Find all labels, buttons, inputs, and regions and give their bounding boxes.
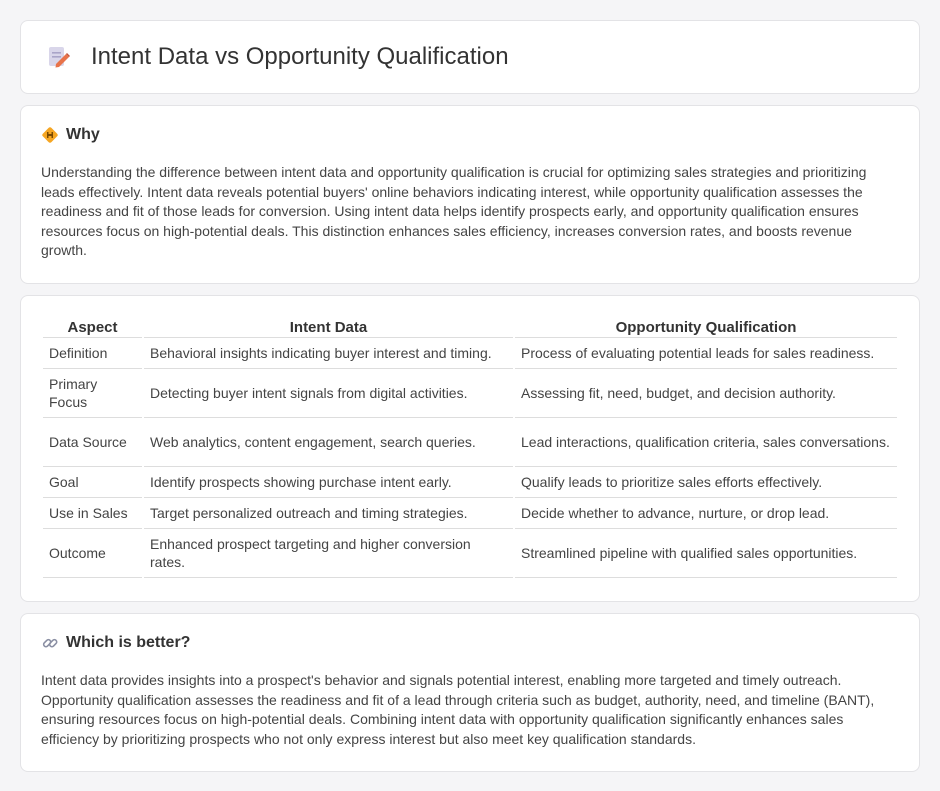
table-header-row	[43, 316, 897, 338]
diamond-sign-icon	[41, 126, 59, 144]
cell-opportunity: Decide whether to advance, nurture, or drop lead.	[515, 498, 897, 529]
table-row	[43, 338, 897, 369]
table-row	[43, 467, 897, 498]
link-icon	[41, 634, 59, 652]
header-aspect: Aspect	[43, 316, 142, 338]
cell-aspect: Goal	[43, 467, 142, 498]
which-is-better-section	[20, 613, 920, 772]
cell-aspect: Data Source	[43, 418, 142, 467]
why-title: Why	[66, 126, 100, 143]
cell-intent: Web analytics, content engagement, search queries.	[144, 418, 513, 467]
table-row	[43, 529, 897, 578]
which-is-better-text: Intent data provides insights into a prospect's behavior and signals potential interest, enabling more targeted and timely outreach. Opportunity qualification assesses the readiness and fit of a lead through criteria such as budget, authority, need, and timeline (BANT), ensuring resources focus on high-potential deals. Combining intent data with opportunity qualification significantly enhances sales efficiency by prioritizing prospects who not only express interest but also meet key qualification standards.	[41, 672, 875, 747]
cell-intent: Enhanced prospect targeting and higher conversion rates.	[144, 529, 513, 578]
cell-intent: Target personalized outreach and timing strategies.	[144, 498, 513, 529]
comparison-table-card	[20, 295, 920, 602]
header-intent-data: Intent Data	[144, 316, 513, 338]
cell-opportunity: Streamlined pipeline with qualified sales opportunities.	[515, 529, 897, 578]
cell-opportunity: Process of evaluating potential leads for sales readiness.	[515, 338, 897, 369]
cell-aspect: Definition	[43, 338, 142, 369]
cell-aspect: Primary Focus	[43, 369, 142, 418]
why-text: Understanding the difference between intent data and opportunity qualification is crucial for optimizing sales strategies and prioritizing leads effectively. Intent data reveals potential buyers' online behaviors indicating interest, while opportunity qualification assesses the readiness and fit of those leads for conversion. Using intent data helps identify prospects early, and opportunity qualification ensures resources focus on high-potential deals. This distinction enhances sales efficiency, increases conversion rates, and boosts revenue growth.	[41, 164, 867, 259]
header-card	[20, 20, 920, 94]
cell-intent: Behavioral insights indicating buyer interest and timing.	[144, 338, 513, 369]
why-section	[20, 105, 920, 284]
page-title: Intent Data vs Opportunity Qualification	[91, 43, 509, 70]
document-pencil-icon	[45, 44, 71, 70]
which-is-better-title: Which is better?	[66, 634, 191, 651]
cell-opportunity: Lead interactions, qualification criteria, sales conversations.	[515, 418, 897, 467]
cell-aspect: Use in Sales	[43, 498, 142, 529]
table-row	[43, 418, 897, 467]
header-opportunity-qualification: Opportunity Qualification	[515, 316, 897, 338]
table-row	[43, 369, 897, 418]
cell-aspect: Outcome	[43, 529, 142, 578]
table-row	[43, 498, 897, 529]
cell-opportunity: Assessing fit, need, budget, and decision authority.	[515, 369, 897, 418]
cell-opportunity: Qualify leads to prioritize sales efforts effectively.	[515, 467, 897, 498]
comparison-table	[41, 316, 899, 578]
cell-intent: Detecting buyer intent signals from digital activities.	[144, 369, 513, 418]
cell-intent: Identify prospects showing purchase intent early.	[144, 467, 513, 498]
